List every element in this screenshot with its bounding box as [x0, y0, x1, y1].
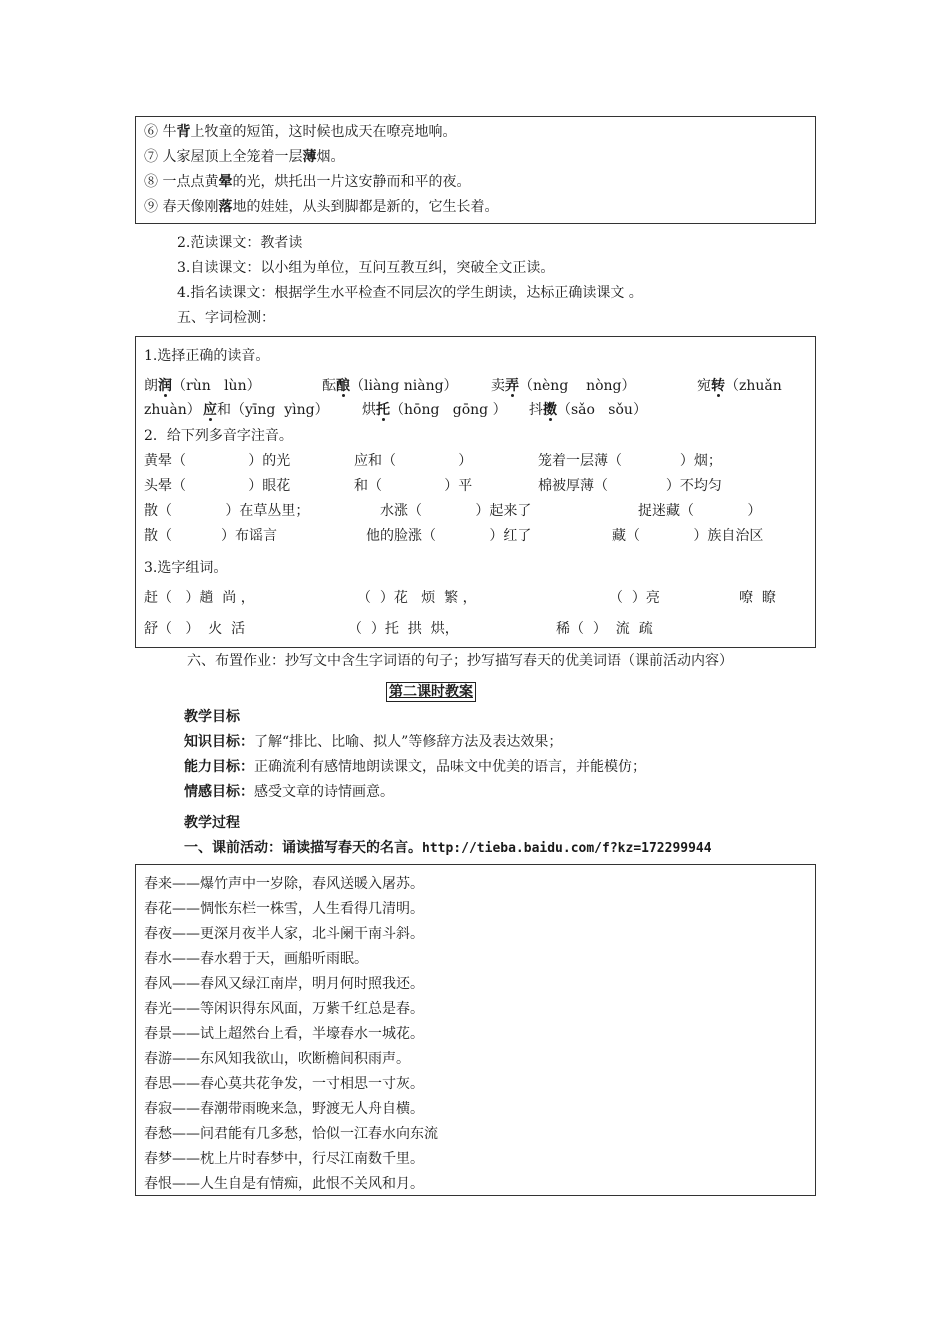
process-heading: 教学过程 [184, 815, 240, 831]
sentence-6: ⑥ 牛背上牧童的短笛，这时候也成天在嘹亮地响。 [144, 124, 457, 140]
polyphone-row2-c2: 和（ ）平 [354, 478, 473, 494]
word-group-row2-c3: 稀（ ） 流 疏 [556, 621, 653, 637]
lesson-2-title: 第二课时教案 [386, 682, 476, 702]
quote-line: 春恨——人生自是有情痴，此恨不关风和月。 [144, 1176, 424, 1192]
activity-url[interactable]: http://tieba.baidu.com/f?kz=172299944 [422, 841, 712, 856]
polyphone-row1-c2: 应和（ ） [354, 453, 473, 469]
sentence-8: ⑧ 一点点黄晕的光，烘托出一片这安静而和平的夜。 [144, 174, 471, 190]
quote-line: 春寂——春潮带雨晚来急，野渡无人舟自横。 [144, 1101, 424, 1117]
question-2: 2．给下列多音字注音。 [144, 428, 293, 444]
goal-ability: 能力目标：正确流利有感情地朗读课文，品味文中优美的语言，并能模仿； [184, 759, 646, 775]
word-group-row1-c3: （ ）亮 [609, 590, 660, 606]
quote-line: 春愁——问君能有几多愁，恰似一江春水向东流 [144, 1126, 438, 1142]
question-1: 1.选择正确的读音。 [144, 348, 270, 364]
goal-knowledge: 知识目标：了解“排比、比喻、拟人”等修辞方法及表达效果； [184, 734, 563, 750]
quote-line: 春景——试上超然台上看，半壕春水一城花。 [144, 1026, 424, 1042]
polyphone-row1-c1: 黄晕（ ）的光 [144, 453, 291, 469]
step-2: 2.范读课文：教者读 [177, 235, 303, 251]
pinyin-item-4: 宛转（zhuǎn [697, 378, 782, 394]
pinyin-item-2: 酝酿（liàng niàng） [322, 378, 458, 394]
polyphone-row3-c3: 捉迷藏（ ） [638, 503, 762, 519]
sentence-9: ⑨ 春天像刚落地的娃娃，从头到脚都是新的，它生长着。 [144, 199, 499, 215]
word-group-row1-c4: 嘹 瞭 [739, 590, 776, 606]
step-3: 3.自读课文：以小组为单位，互问互教互纠，突破全文正读。 [177, 260, 555, 276]
polyphone-row2-c3: 棉被厚薄（ ）不均匀 [538, 478, 722, 494]
pinyin-item-3: 卖弄（nèng nòng） [491, 378, 636, 394]
pre-class-activity: 一、课前活动：诵读描写春天的名言。http://tieba.baidu.com/f?kz=172299944 [184, 840, 712, 856]
word-group-row2-c1: 舒（ ） 火 活 [144, 621, 246, 637]
polyphone-row2-c1: 头晕（ ）眼花 [144, 478, 291, 494]
quote-line: 春来——爆竹声中一岁除，春风送暖入屠苏。 [144, 876, 424, 892]
quote-line: 春花——惆怅东栏一株雪，人生看得几清明。 [144, 901, 424, 917]
goal-heading: 教学目标 [184, 709, 240, 725]
word-group-row2-c2: （ ）托 拱 烘， [348, 621, 459, 637]
step-5: 五、字词检测： [177, 310, 275, 326]
quote-line: 春游——东风知我欲山，吹断檐间积雨声。 [144, 1051, 410, 1067]
pinyin-item-6: 烘托（hōng gōng ） [362, 402, 507, 418]
quote-line: 春梦——枕上片时春梦中，行尽江南数千里。 [144, 1151, 424, 1167]
quote-line: 春风——春风又绿江南岸，明月何时照我还。 [144, 976, 424, 992]
pinyin-item-1: 朗润（rùn lùn） [144, 378, 261, 394]
pinyin-item-7: 抖擞（sǎo sǒu） [529, 402, 647, 418]
polyphone-row3-c1: 散（ ）在草丛里； [144, 503, 310, 519]
homework: 六、布置作业：抄写文中含生字词语的句子；抄写描写春天的优美词语（课前活动内容） [187, 653, 733, 669]
word-group-row1-c2: （ ）花 烦 繁 ， [357, 590, 477, 606]
polyphone-row4-c1: 散（ ）布谣言 [144, 528, 277, 544]
goal-emotion: 情感目标：感受文章的诗情画意。 [184, 784, 394, 800]
polyphone-row4-c3: 藏（ ）族自治区 [612, 528, 764, 544]
step-4: 4.指名读课文：根据学生水平检查不同层次的学生朗读，达标正确读课文 。 [177, 285, 643, 301]
pinyin-item-4-cont: zhuàn） [144, 402, 201, 418]
quote-line: 春夜——更深月夜半人家，北斗阑干南斗斜。 [144, 926, 424, 942]
quote-line: 春光——等闲识得东风面，万紫千红总是春。 [144, 1001, 424, 1017]
polyphone-row3-c2: 水涨（ ）起来了 [380, 503, 532, 519]
word-group-row1-c1: 赶（ ）趟 尚 ， [144, 590, 255, 606]
polyphone-row4-c2: 他的脸涨（ ）红了 [366, 528, 532, 544]
question-3: 3.选字组词。 [144, 560, 228, 576]
polyphone-row1-c3: 笼着一层薄（ ）烟； [538, 453, 722, 469]
pinyin-item-5: 应和（yīng yìng） [203, 402, 329, 418]
quote-line: 春水——春水碧于天，画船听雨眠。 [144, 951, 368, 967]
sentence-7: ⑦ 人家屋顶上全笼着一层薄烟。 [144, 149, 345, 165]
quote-line: 春思——春心莫共花争发，一寸相思一寸灰。 [144, 1076, 424, 1092]
